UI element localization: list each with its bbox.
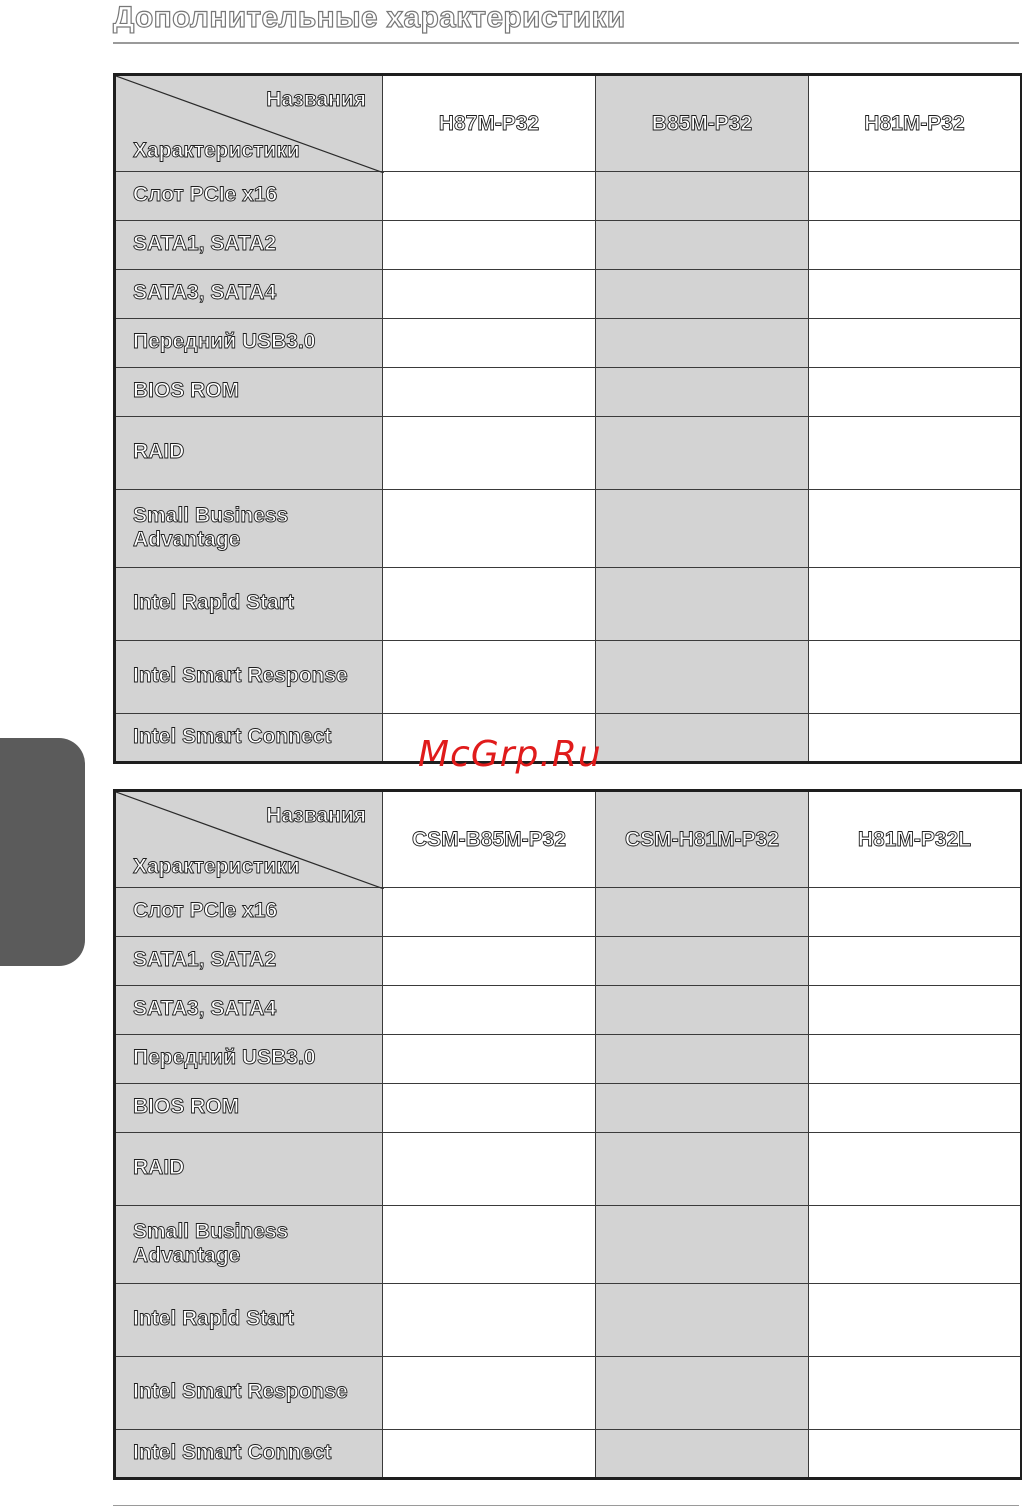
row-label: Слот PCIe x16 bbox=[115, 888, 383, 937]
table-row bbox=[115, 568, 1022, 641]
value-cell bbox=[596, 888, 809, 937]
table-row bbox=[115, 417, 1022, 490]
value-cell bbox=[383, 490, 596, 568]
watermark-text: McGrp.Ru bbox=[418, 734, 602, 775]
table-header-row bbox=[115, 75, 1022, 172]
table-row bbox=[115, 490, 1022, 568]
row-label: Intel Smart Response bbox=[115, 641, 383, 714]
model-header bbox=[383, 791, 596, 888]
corner-label-characteristics: Характеристики bbox=[133, 139, 300, 162]
value-cell bbox=[809, 1035, 1022, 1084]
side-chapter-tab bbox=[0, 738, 85, 966]
value-cell bbox=[809, 937, 1022, 986]
value-cell bbox=[383, 986, 596, 1035]
model-header bbox=[809, 791, 1022, 888]
value-cell bbox=[383, 568, 596, 641]
value-cell bbox=[596, 1133, 809, 1206]
value-cell bbox=[383, 319, 596, 368]
value-cell bbox=[596, 1084, 809, 1133]
value-cell bbox=[383, 1284, 596, 1357]
value-cell bbox=[596, 986, 809, 1035]
value-cell bbox=[596, 1035, 809, 1084]
model-header bbox=[596, 791, 809, 888]
value-cell bbox=[383, 368, 596, 417]
value-cell bbox=[596, 1206, 809, 1284]
corner-label-names: Названия bbox=[266, 804, 366, 827]
row-label: Слот PCIe x16 bbox=[115, 172, 383, 221]
corner-header-cell bbox=[115, 75, 383, 172]
value-cell bbox=[596, 568, 809, 641]
row-label: Intel Smart Connect bbox=[115, 1430, 383, 1479]
page-title: Дополнительные характеристики bbox=[113, 1, 626, 34]
corner-label-names: Названия bbox=[266, 88, 366, 111]
row-label: Small Business Advantage bbox=[115, 490, 383, 568]
value-cell bbox=[383, 221, 596, 270]
row-label: BIOS ROM bbox=[115, 1084, 383, 1133]
value-cell bbox=[809, 270, 1022, 319]
model-name: H81M-P32 bbox=[864, 111, 965, 135]
value-cell bbox=[596, 319, 809, 368]
title-divider bbox=[113, 42, 1019, 44]
row-label: SATA3, SATA4 bbox=[115, 270, 383, 319]
row-label: Intel Smart Response bbox=[115, 1357, 383, 1430]
value-cell bbox=[809, 986, 1022, 1035]
value-cell bbox=[809, 641, 1022, 714]
table-row bbox=[115, 221, 1022, 270]
table-row bbox=[115, 1035, 1022, 1084]
row-label: Intel Rapid Start bbox=[115, 568, 383, 641]
table-row bbox=[115, 1284, 1022, 1357]
table-row bbox=[115, 368, 1022, 417]
value-cell bbox=[383, 1084, 596, 1133]
value-cell bbox=[809, 1284, 1022, 1357]
value-cell bbox=[383, 270, 596, 319]
value-cell bbox=[596, 714, 809, 763]
table-row bbox=[115, 1357, 1022, 1430]
value-cell bbox=[809, 1133, 1022, 1206]
table-row bbox=[115, 986, 1022, 1035]
table-header-row bbox=[115, 791, 1022, 888]
value-cell bbox=[809, 490, 1022, 568]
value-cell bbox=[596, 937, 809, 986]
model-name: H81M-P32L bbox=[857, 827, 972, 851]
corner-header-cell bbox=[115, 791, 383, 888]
spec-table-1 bbox=[113, 73, 1022, 764]
row-label: RAID bbox=[115, 1133, 383, 1206]
value-cell bbox=[596, 270, 809, 319]
table-row bbox=[115, 319, 1022, 368]
spec-table-2 bbox=[113, 789, 1022, 1480]
value-cell bbox=[383, 417, 596, 490]
table-row bbox=[115, 1084, 1022, 1133]
corner-label-characteristics: Характеристики bbox=[133, 855, 300, 878]
footer-divider bbox=[113, 1505, 1019, 1506]
value-cell bbox=[383, 937, 596, 986]
value-cell bbox=[596, 1357, 809, 1430]
model-name: H87M-P32 bbox=[438, 111, 540, 135]
row-label: RAID bbox=[115, 417, 383, 490]
model-header bbox=[383, 75, 596, 172]
table-row bbox=[115, 172, 1022, 221]
model-header bbox=[596, 75, 809, 172]
value-cell bbox=[596, 1284, 809, 1357]
value-cell bbox=[383, 1133, 596, 1206]
row-label: Intel Smart Connect bbox=[115, 714, 383, 763]
model-name: CSM-B85M-P32 bbox=[411, 827, 567, 851]
table-row bbox=[115, 270, 1022, 319]
value-cell bbox=[383, 1357, 596, 1430]
value-cell bbox=[809, 319, 1022, 368]
value-cell bbox=[809, 417, 1022, 490]
value-cell bbox=[383, 1206, 596, 1284]
value-cell bbox=[383, 1035, 596, 1084]
value-cell bbox=[596, 1430, 809, 1479]
table-row bbox=[115, 888, 1022, 937]
value-cell bbox=[596, 417, 809, 490]
value-cell bbox=[809, 568, 1022, 641]
table-row bbox=[115, 641, 1022, 714]
value-cell bbox=[809, 1084, 1022, 1133]
row-label: SATA1, SATA2 bbox=[115, 937, 383, 986]
model-header bbox=[809, 75, 1022, 172]
value-cell bbox=[596, 490, 809, 568]
table-row bbox=[115, 1206, 1022, 1284]
model-name: B85M-P32 bbox=[651, 111, 753, 135]
table-row bbox=[115, 937, 1022, 986]
table-row bbox=[115, 1133, 1022, 1206]
row-label: Передний USB3.0 bbox=[115, 319, 383, 368]
value-cell bbox=[809, 714, 1022, 763]
row-label: SATA3, SATA4 bbox=[115, 986, 383, 1035]
row-label: Intel Rapid Start bbox=[115, 1284, 383, 1357]
row-label: SATA1, SATA2 bbox=[115, 221, 383, 270]
value-cell bbox=[383, 1430, 596, 1479]
row-label: Small Business Advantage bbox=[115, 1206, 383, 1284]
value-cell bbox=[383, 888, 596, 937]
value-cell bbox=[809, 1357, 1022, 1430]
value-cell bbox=[383, 172, 596, 221]
value-cell bbox=[596, 221, 809, 270]
value-cell bbox=[596, 368, 809, 417]
value-cell bbox=[596, 641, 809, 714]
value-cell bbox=[809, 368, 1022, 417]
table-row bbox=[115, 1430, 1022, 1479]
value-cell bbox=[809, 221, 1022, 270]
value-cell bbox=[809, 1206, 1022, 1284]
value-cell bbox=[596, 172, 809, 221]
value-cell bbox=[383, 641, 596, 714]
value-cell bbox=[809, 888, 1022, 937]
row-label: Передний USB3.0 bbox=[115, 1035, 383, 1084]
value-cell bbox=[809, 172, 1022, 221]
row-label: BIOS ROM bbox=[115, 368, 383, 417]
model-name: CSM-H81M-P32 bbox=[624, 827, 780, 851]
value-cell bbox=[809, 1430, 1022, 1479]
